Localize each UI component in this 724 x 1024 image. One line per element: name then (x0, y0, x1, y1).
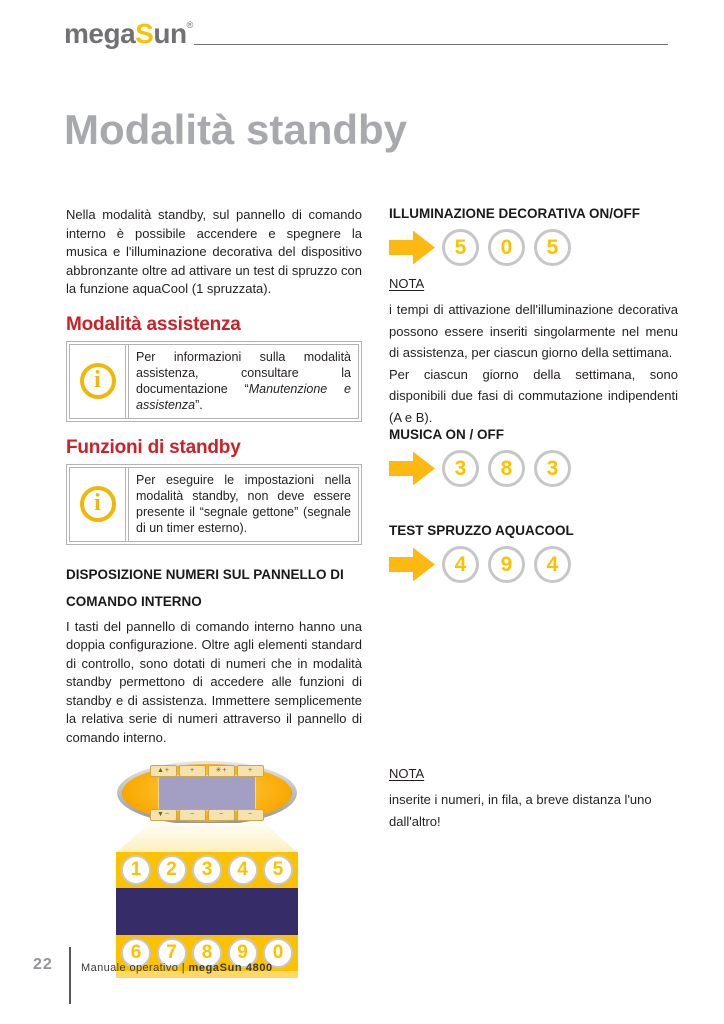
keypad-key-6: 6 (121, 938, 151, 968)
nota-label: NOTA (389, 276, 425, 291)
info-box-funzioni-text: Per eseguire le impostazioni nella modalità standby, non deve essere presente il “segnale gettone” (segnale di un timer esterno). (128, 468, 358, 541)
info-box-inner (69, 467, 359, 542)
footer-separator: | (181, 962, 186, 974)
keypad-key-3: 3 (192, 855, 222, 885)
left-column (66, 206, 362, 978)
footer-manual-label: Manuale operativo (81, 962, 179, 974)
panel-button: ✳+ (208, 765, 235, 777)
code-musica (389, 450, 678, 487)
code-digit: 8 (488, 450, 525, 487)
code-digit: 5 (442, 229, 479, 266)
arrow-right-icon (389, 452, 435, 486)
info-icon: i (80, 363, 116, 399)
panel-button: − (179, 809, 206, 821)
arrow-right-icon (389, 231, 435, 265)
doc-title-italic: Manutenzione e assistenza (136, 381, 351, 412)
disposizione-paragraph: I tasti del pannello di comando interno hanno una doppia configurazione. Oltre agli elementi standard di controllo, sono dotati di numeri che in modalità standby permettono di accedere alle funzioni di standby e di assistenza. Immettere semplicemente la relativa serie di numeri attraverso il pannello di comando interno. (66, 618, 362, 745)
panel-button: ▼− (150, 809, 177, 821)
nota-bottom-text: inserite i numeri, in fila, a breve distanza l'uno dall'altro! (389, 792, 652, 829)
oval-control-panel (117, 761, 297, 825)
logo-text-s: S (135, 18, 154, 49)
registered-mark: ® (186, 20, 193, 30)
footer-product-name: megaSun 4800 (188, 962, 273, 974)
code-digit: 5 (534, 229, 571, 266)
info-icon-cell (70, 345, 126, 418)
arrow-right-icon (389, 548, 435, 582)
info-box-funzioni (66, 464, 362, 545)
panel-button: − (208, 809, 235, 821)
header-rule (194, 44, 668, 45)
code-illuminazione (389, 229, 678, 266)
info-box-inner (69, 344, 359, 419)
keypad-display (116, 888, 298, 935)
keypad-key-2: 2 (157, 855, 187, 885)
section-heading-funzioni: Funzioni di standby (66, 436, 241, 458)
illuminazione-section (389, 206, 678, 428)
keypad-key-0: 0 (263, 938, 293, 968)
page-title: Modalità standby (64, 106, 408, 153)
info-icon-cell (70, 468, 126, 541)
nota-bottom-section (389, 766, 678, 832)
keypad-key-1: 1 (121, 855, 151, 885)
panel-button: + (179, 765, 206, 777)
code-digit: 9 (488, 546, 525, 583)
keypad-key-4: 4 (228, 855, 258, 885)
keypad-row-top (116, 852, 298, 888)
section-heading-assistenza: Modalità assistenza (66, 313, 241, 335)
panel-button: ▲+ (150, 765, 177, 777)
info-box-assistenza (66, 341, 362, 422)
page-number: 22 (33, 956, 53, 973)
heading-musica: MUSICA ON / OFF (389, 427, 504, 442)
info-box-assistenza-text: Per informazioni sulla modalità assistenza, consultare la documentazione “Manutenzione e assistenza”. (128, 345, 358, 418)
code-digit: 3 (442, 450, 479, 487)
keypad-key-5: 5 (263, 855, 293, 885)
nota-paragraph-1: i tempi di attivazione dell'illuminazione decorativa possono essere inseriti singolarmente nel menu di assistenza, per ciascun giorno della settimana. (389, 302, 678, 360)
megasun-logo (64, 20, 193, 48)
code-digit: 4 (442, 546, 479, 583)
light-beam (117, 823, 297, 852)
control-panel-illustration (116, 761, 298, 978)
logo-text-un: un (153, 18, 187, 49)
code-test-spruzzo (389, 546, 678, 583)
test-spruzzo-section (389, 523, 678, 583)
header (64, 20, 668, 48)
keypad-panel (116, 852, 298, 978)
code-digit: 3 (534, 450, 571, 487)
panel-buttons-top (143, 765, 271, 777)
keypad-key-7: 7 (157, 938, 187, 968)
panel-button: − (237, 809, 264, 821)
right-column (389, 206, 678, 576)
code-digit: 4 (534, 546, 571, 583)
heading-test-spruzzo: TEST SPRUZZO AQUACOOL (389, 523, 574, 538)
nota-label: NOTA (389, 766, 425, 781)
info-icon: i (80, 486, 116, 522)
musica-section (389, 427, 678, 487)
heading-disposizione: DISPOSIZIONE NUMERI SUL PANNELLO DI COMANDO INTERNO (66, 566, 344, 609)
code-digit: 0 (488, 229, 525, 266)
keypad-key-8: 8 (192, 938, 222, 968)
logo-text-mega: mega (64, 18, 136, 49)
panel-button: + (237, 765, 264, 777)
panel-display (159, 776, 255, 810)
heading-illuminazione: ILLUMINAZIONE DECORATIVA ON/OFF (389, 206, 640, 221)
footer-divider (69, 947, 71, 1004)
intro-paragraph: Nella modalità standby, sul pannello di comando interno è possibile accendere e spegnere la musica e l'illuminazione decorativa del dispositivo abbronzante oltre ad attivare un test di spruzzo con la funzione aquaCool (1 spruzzata). (66, 207, 362, 296)
keypad-key-9: 9 (228, 938, 258, 968)
panel-buttons-bottom (143, 809, 271, 821)
footer-text (81, 962, 273, 974)
nota-paragraph-2: Per ciascun giorno della settimana, sono disponibili due fasi di commutazione indipendenti (A e B). (389, 366, 678, 425)
